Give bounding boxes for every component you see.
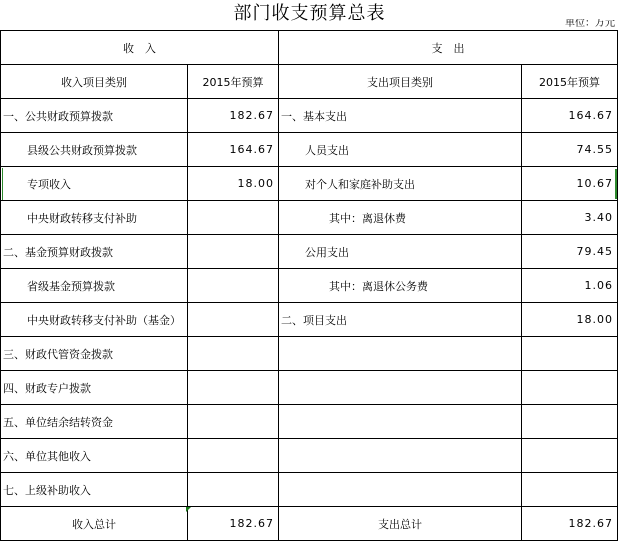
- income-value-cell[interactable]: 18.00: [188, 167, 279, 201]
- income-value-cell[interactable]: [188, 269, 279, 303]
- table-row: [1, 167, 618, 201]
- expense-value-cell[interactable]: 74.55: [522, 133, 618, 167]
- income-item-cell[interactable]: 一、公共财政预算拨款: [1, 99, 188, 133]
- income-section-header: 收 入: [1, 31, 279, 65]
- expense-item-cell[interactable]: 对个人和家庭补助支出: [279, 167, 522, 201]
- expense-item-cell[interactable]: [279, 371, 522, 405]
- table-row: [1, 371, 618, 405]
- expense-item-cell[interactable]: 其中：离退休费: [279, 201, 522, 235]
- expense-value-cell[interactable]: 1.06: [522, 269, 618, 303]
- income-total-label: 收入总计: [1, 507, 188, 541]
- expense-total-label: 支出总计: [279, 507, 522, 541]
- income-item-cell[interactable]: 四、财政专户拨款: [1, 371, 188, 405]
- expense-item-cell[interactable]: 公用支出: [279, 235, 522, 269]
- expense-value-cell[interactable]: [522, 371, 618, 405]
- expense-value-cell[interactable]: [522, 439, 618, 473]
- expense-total-value[interactable]: 182.67: [522, 507, 618, 541]
- income-value-cell[interactable]: [188, 371, 279, 405]
- expense-section-header: 支 出: [279, 31, 618, 65]
- expense-value-cell[interactable]: [522, 473, 618, 507]
- expense-item-cell[interactable]: 二、项目支出: [279, 303, 522, 337]
- income-value-cell[interactable]: [188, 337, 279, 371]
- income-value-cell[interactable]: [188, 235, 279, 269]
- expense-value-cell[interactable]: [522, 337, 618, 371]
- expense-value-cell[interactable]: [522, 405, 618, 439]
- expense-item-header: 支出项目类别: [279, 65, 522, 99]
- income-item-cell[interactable]: 省级基金预算拨款: [1, 269, 188, 303]
- table-row: [1, 337, 618, 371]
- expense-item-cell[interactable]: [279, 439, 522, 473]
- income-item-cell[interactable]: 专项收入: [1, 167, 188, 201]
- income-value-cell[interactable]: [188, 439, 279, 473]
- cell-selection-edge: [2, 168, 3, 200]
- income-item-cell[interactable]: 县级公共财政预算拨款: [1, 133, 188, 167]
- expense-item-cell[interactable]: 一、基本支出: [279, 99, 522, 133]
- expense-item-cell[interactable]: [279, 473, 522, 507]
- income-item-cell[interactable]: 中央财政转移支付补助: [1, 201, 188, 235]
- income-item-cell[interactable]: 五、单位结余结转资金: [1, 405, 188, 439]
- expense-value-cell[interactable]: 79.45: [522, 235, 618, 269]
- table-row: [1, 405, 618, 439]
- income-item-cell[interactable]: 中央财政转移支付补助（基金）: [1, 303, 188, 337]
- expense-item-cell[interactable]: 其中：离退休公务费: [279, 269, 522, 303]
- column-header-row: [1, 65, 618, 99]
- expense-value-cell[interactable]: 18.00: [522, 303, 618, 337]
- expense-item-cell[interactable]: 人员支出: [279, 133, 522, 167]
- page-title: 部门收支预算总表: [233, 3, 386, 24]
- income-item-cell[interactable]: 七、上级补助收入: [1, 473, 188, 507]
- income-budget-header: 2015年预算: [188, 65, 279, 99]
- section-header-row: [1, 31, 618, 65]
- income-item-cell[interactable]: 二、基金预算财政拨款: [1, 235, 188, 269]
- expense-budget-header: 2015年预算: [522, 65, 618, 99]
- income-total-value[interactable]: 182.67: [188, 507, 279, 541]
- income-value-cell[interactable]: 164.67: [188, 133, 279, 167]
- expense-value-cell[interactable]: 164.67: [522, 99, 618, 133]
- table-row: [1, 99, 618, 133]
- expense-value-cell[interactable]: 3.40: [522, 201, 618, 235]
- income-item-header: 收入项目类别: [1, 65, 188, 99]
- income-item-cell[interactable]: 六、单位其他收入: [1, 439, 188, 473]
- expense-item-cell[interactable]: [279, 337, 522, 371]
- income-item-cell[interactable]: 三、财政代管资金拨款: [1, 337, 188, 371]
- expense-value-cell[interactable]: 10.67: [522, 167, 618, 201]
- unit-label: 单位：万元: [565, 19, 615, 29]
- income-value-cell[interactable]: [188, 473, 279, 507]
- expense-item-cell[interactable]: [279, 405, 522, 439]
- table-row: [1, 439, 618, 473]
- cell-selection-edge: [615, 169, 617, 199]
- comment-indicator-icon: [186, 507, 191, 512]
- table-row: [1, 201, 618, 235]
- budget-table: [0, 30, 618, 541]
- income-value-cell[interactable]: [188, 405, 279, 439]
- table-row: [1, 235, 618, 269]
- table-row: [1, 133, 618, 167]
- income-value-cell[interactable]: [188, 303, 279, 337]
- table-row: [1, 269, 618, 303]
- table-row: [1, 473, 618, 507]
- income-value-cell[interactable]: 182.67: [188, 99, 279, 133]
- table-row: [1, 303, 618, 337]
- income-value-cell[interactable]: [188, 201, 279, 235]
- totals-row: [1, 507, 618, 541]
